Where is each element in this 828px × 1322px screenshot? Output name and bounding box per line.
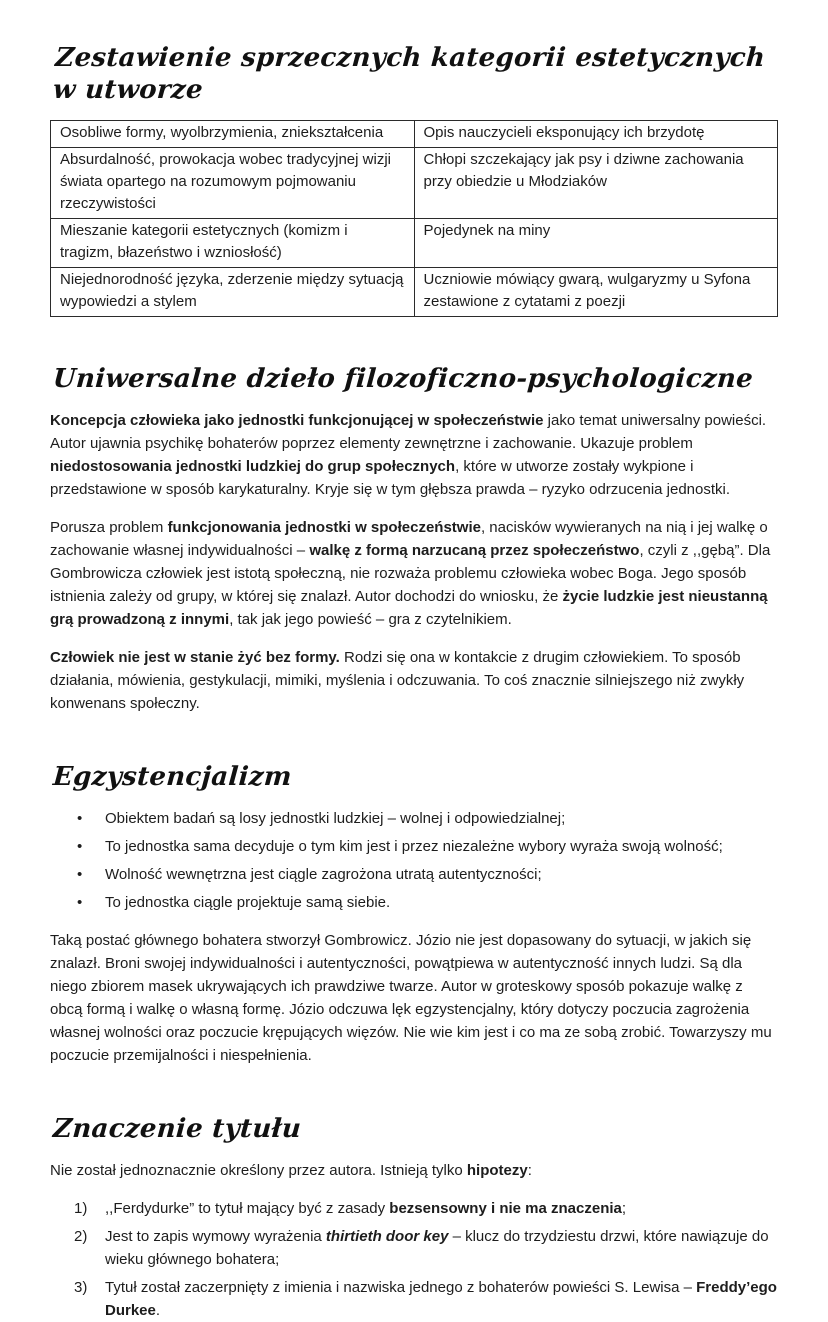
table-cell: Uczniowie mówiący gwarą, wulgaryzmy u Syfona zestawione z cytatami z poezji [414,268,778,317]
list-item-text: To jednostka ciągle projektuje samą siebie. [105,894,391,911]
table-cell: Niejednorodność języka, zderzenie między sytuacją wypowiedzi a stylem [51,268,415,317]
table-cell: Chłopi szczekający jak psy i dziwne zachowania przy obiedzie u Młodziaków [414,148,778,219]
table-cell: Absurdalność, prowokacja wobec tradycyjnej wizji świata opartego na rozumowym pojmowaniu rzeczywistości [51,148,415,219]
list-item [50,863,778,886]
section-title-meaning-of-title: Znaczenie tytułu [52,1114,303,1144]
bullet-list [50,807,778,914]
aesthetic-categories-table [50,120,778,317]
table-row [51,219,778,268]
list-item [50,1197,778,1220]
paragraph: Koncepcja człowieka jako jednostki funkcjonującej w społeczeństwie jako temat uniwersalny powieści. Autor ujawnia psychikę bohaterów poprzez elementy zewnętrzne i zachowanie. Ukazuje problem niedostosowania jednostki ludzkiej do grup społecznych, które w utworze zostały wykpione i przedstawione w sposób karykaturalny. Kryje się w tym głębsza prawda – ryzyko odrzucenia jednostki. [50,412,767,498]
list-item-text: Tytuł został zaczerpnięty z imienia i nazwiska jednego z bohaterów powieści S. Lewisa – Freddy’ego Durkee. [105,1279,777,1319]
list-item [50,1276,778,1322]
list-item [50,891,778,914]
bullet-icon: • [77,894,83,911]
paragraph: Taką postać głównego bohatera stworzył Gombrowicz. Józio nie jest dopasowany do sytuacji, w jakich się znalazł. Broni swojej indywidualności i autentyczności, powątpiewa w autentyczność innych ludzi. Są dla niego zbiorem masek ukrywających ich prawdziwe twarze. Autor w groteskowy sposób pokazuje walkę z obcą formą i walkę o własną formę. Józio odczuwa lęk egzystencjalny, który dotyczy poczucia zagrożenia własnej wolności oraz poczucie krępujących więzów. Nie wie kim jest i co ma ze sobą zrobić. Towarzyszy mu poczucie przemijalności i niespełnienia. [50,932,772,1064]
bullet-icon: • [77,810,83,827]
list-item [50,835,778,858]
bullet-icon: • [77,838,83,855]
table-cell: Osobliwe formy, wyolbrzymienia, zniekształcenia [51,121,415,148]
list-number: 3) [74,1279,88,1296]
list-number: 1) [74,1200,88,1217]
table-cell: Opis nauczycieli eksponujący ich brzydotę [414,121,778,148]
list-item-text: Jest to zapis wymowy wyrażenia thirtieth door key – klucz do trzydziestu drzwi, które nawiązuje do wieku głównego bohatera; [105,1228,769,1268]
table-row [51,148,778,219]
paragraph: Człowiek nie jest w stanie żyć bez formy. Rodzi się ona w kontakcie z drugim człowiekiem. To sposób działania, mówienia, gestykulacji, mimiki, myślenia i odczuwania. To coś znacznie silniejszego niż zwykły konwenans społeczny. [50,649,745,712]
table-cell: Mieszanie kategorii estetycznych (komizm i tragizm, błazeństwo i wzniosłość) [51,219,415,268]
numbered-list [50,1197,778,1322]
bullet-icon: • [77,866,83,883]
table-row [51,121,778,148]
section-title-existentialism: Egzystencjalizm [52,762,293,792]
section-title-aesthetic-categories: Zestawienie sprzecznych kategorii estetycznych w utworze [52,43,767,105]
paragraph: Porusza problem funkcjonowania jednostki w społeczeństwie, nacisków wywieranych na nią i jej walkę o zachowanie własnej indywidualności – walkę z formą narzucaną przez społeczeństwo, czyli z ,,gębą”. Dla Gombrowicza człowiek jest istotą społeczną, nie rozważa problemu człowieka wobec Boga. Jego sposób istnienia zależy od grupy, w której się znalazł. Autor dochodzi do wniosku, że życie ludzkie jest nieustanną grą prowadzoną z innymi, tak jak jego powieść – gra z czytelnikiem. [50,519,771,628]
section-title-universal-work: Uniwersalne dzieło filozoficzno-psychologiczne [52,364,755,394]
list-item [50,1225,778,1271]
paragraph: Nie został jednoznacznie określony przez autora. Istnieją tylko hipotezy: [50,1162,532,1179]
list-item-text: Wolność wewnętrzna jest ciągle zagrożona utratą autentyczności; [105,866,542,883]
table-cell: Pojedynek na miny [414,219,778,268]
list-item-text: To jednostka sama decyduje o tym kim jest i przez niezależne wybory wyraża swoją wolność; [105,838,723,855]
list-item [50,807,778,830]
list-number: 2) [74,1228,88,1245]
list-item-text: ,,Ferdydurke” to tytuł mający być z zasady bezsensowny i nie ma znaczenia; [105,1200,627,1217]
table-row [51,268,778,317]
list-item-text: Obiektem badań są losy jednostki ludzkiej – wolnej i odpowiedzialnej; [105,810,566,827]
